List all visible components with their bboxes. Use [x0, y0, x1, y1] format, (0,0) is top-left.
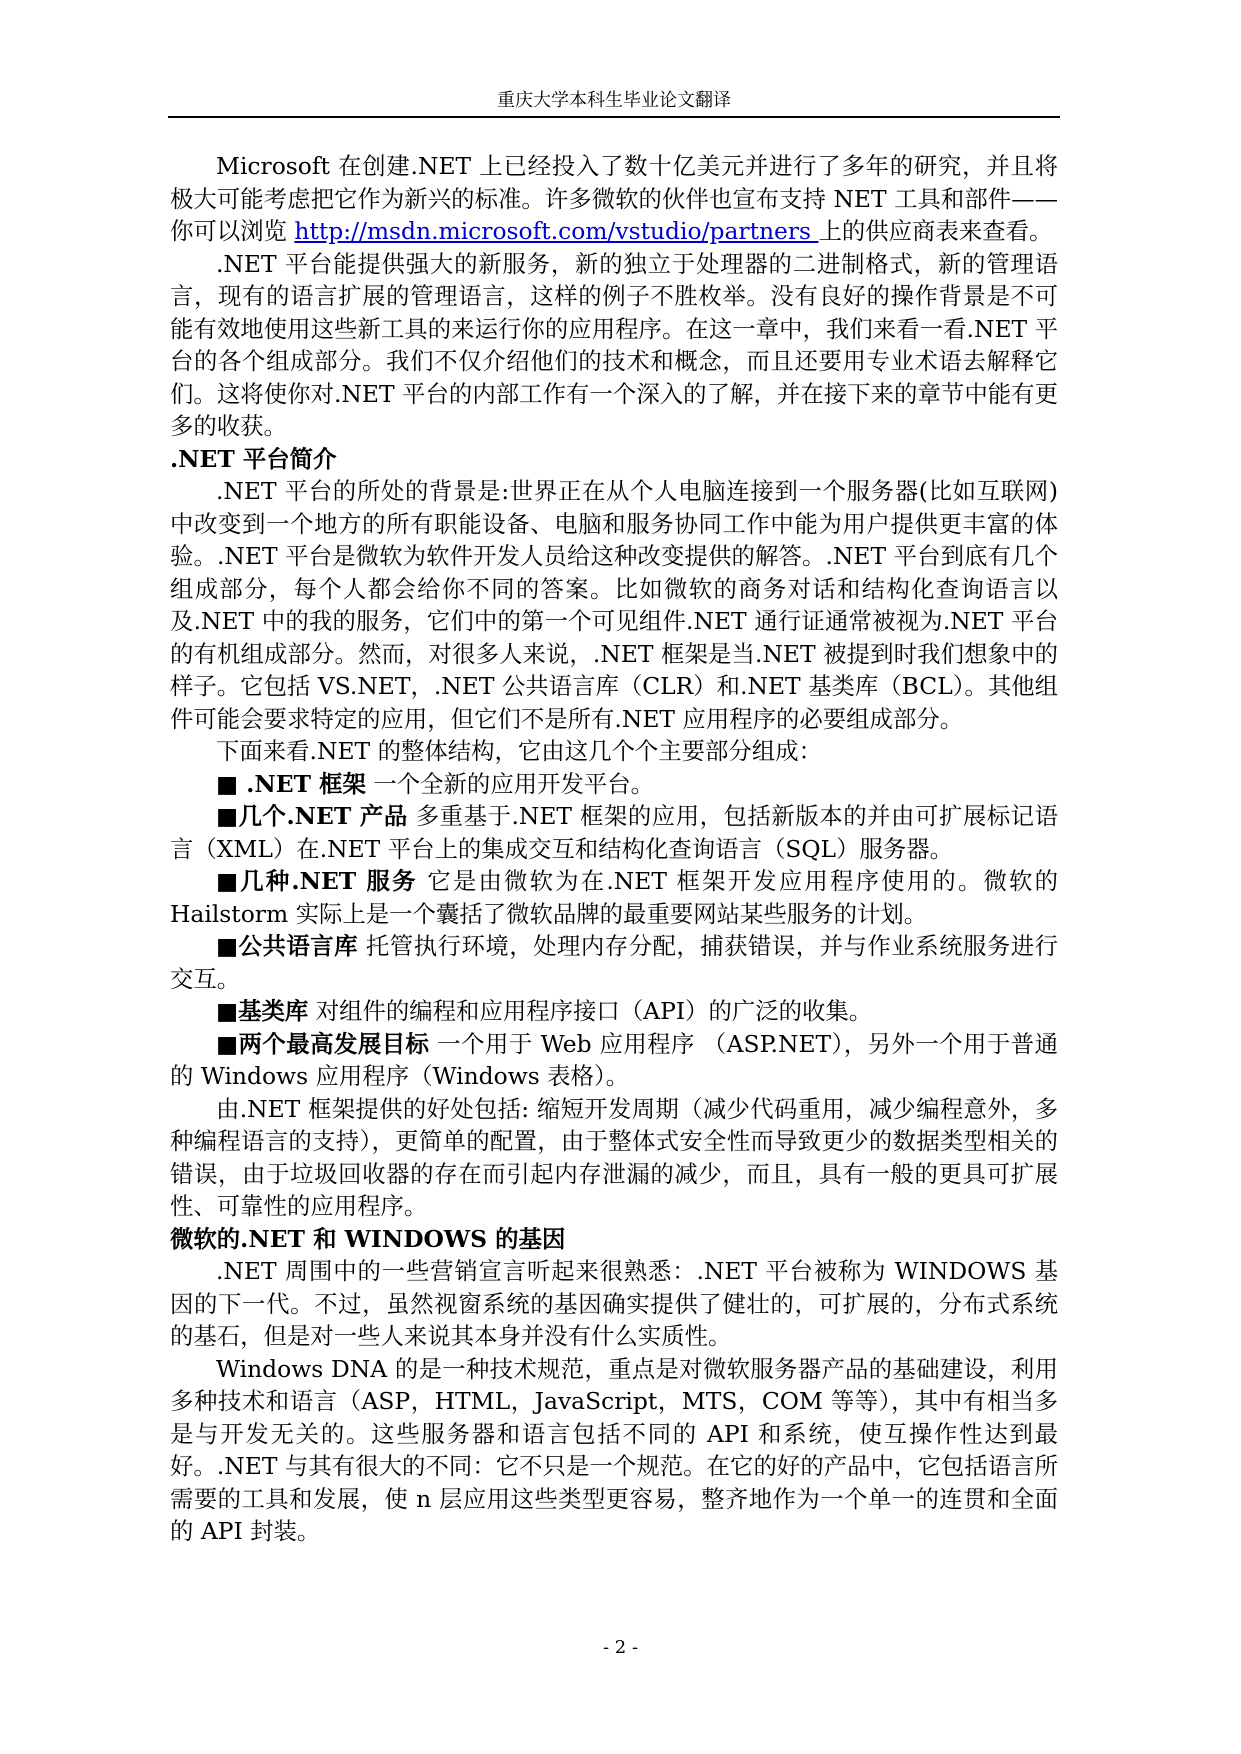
list-item-clr [170, 930, 1058, 995]
list-item-framework [170, 768, 1058, 801]
list-item-products [170, 800, 1058, 865]
paragraph-platform-overview: .NET 平台能提供强大的新服务，新的独立于处理器的二进制格式，新的管理语言，现有的语言扩展的管理语言，这样的例子不胜枚举。没有良好的操作背景是不可能有效地使用这些新工具的来运行你的应用程序。在这一章中，我们来看一看.NET 平台的各个组成部分。我们不仅介绍他们的技术和概念，而且还要用专业术语去解释它们。这将使你对.NET 平台的内部工作有一个深入的了解，并在接下来的章节中能有更多的收获。 [170, 249, 1058, 440]
list-item-bcl [170, 995, 1058, 1028]
paragraph-intro-text: Microsoft 在创建.NET 上已经投入了数十亿美元并进行了多年的研究，并且将极大可能考虑把它作为新兴的标准。许多微软的伙伴也宣布支持 NET 工具和部件——你可以浏览 [170, 152, 1058, 245]
page-number: - 2 - [602, 1637, 639, 1658]
page-header: 重庆大学本科生毕业论文翻译 [497, 90, 731, 111]
section-heading-windows-dna: 微软的.NET 和 WINDOWS 的基因 [170, 1224, 566, 1253]
list-item-targets [170, 1028, 1058, 1093]
list-item-targets-title: ■两个最高发展目标 [216, 1029, 430, 1058]
list-item-framework-desc: 一个全新的应用开发平台。 [365, 769, 655, 798]
paragraph-marketing: .NET 周围中的一些营销宣言听起来很熟悉：.NET 平台被称为 WINDOWS 基因的下一代。不过，虽然视窗系统的基因确实提供了健壮的，可扩展的，分布式系统的基石，但是对一些人来说其本身并没有什么实质性。 [170, 1257, 1058, 1350]
paragraph-windows-dna: Windows DNA 的是一种技术规范，重点是对微软服务器产品的基础建设，利用多种技术和语言（ASP，HTML，JavaScript，MTS，COM 等等），其中有相当多是与开发无关的。这些服务器和语言包括不同的 API 和系统，使互操作性达到最好。.NET 与其有很大的不同：它不只是一个规范。在它的好的产品中，它包括语言所需要的工具和发展，使 n 层应用这些类型更容易，整齐地作为一个单一的连贯和全面的 API 封装。 [170, 1354, 1058, 1545]
paragraph-structure-intro: 下面来看.NET 的整体结构，它由这几个个主要部分组成： [216, 737, 822, 765]
header-divider [168, 116, 1060, 118]
list-item-bcl-title: ■基类库 [216, 997, 309, 1025]
paragraph-intro [170, 150, 1058, 248]
section-heading-net-intro: .NET 平台简介 [170, 444, 337, 473]
list-item-services-title: ■几种.NET 服务 [216, 867, 418, 895]
list-item-clr-desc: 托管执行环境，处理内存分配，捕获错误，并与作业系统服务进行交互。 [170, 932, 1058, 993]
paragraph-background: .NET 平台的所处的背景是:世界正在从个人电脑连接到一个服务器(比如互联网)中改变到一个地方的所有职能设备、电脑和服务协同工作中能为用户提供更丰富的体验。.NET 平台是微软为软件开发人员给这种改变提供的解答。.NET 平台到底有几个组成部分，每个人都会给你不同的答案。比如微软的商务对话和结构化查询语言以及.NET 中的我的服务，它们中的第一个可见组件.NET 通行证通常被视为.NET 平台的有机组成部分。然而，对很多人来说，.NET 框架是当.NET 被提到时我们想象中的样子。它包括 VS.NET，.NET 公共语言库（CLR）和.NET 基类库（BCL）。其他组件可能会要求特定的应用，但它们不是所有.NET 应用程序的必要组成部分。 [170, 477, 1058, 733]
list-item-bcl-desc: 对组件的编程和应用程序接口（API）的广泛的收集。 [308, 997, 873, 1025]
list-item-products-desc: 多重基于.NET 框架的应用，包括新版本的并由可扩展标记语言（XML）在.NET 平台上的集成交互和结构化查询语言（SQL）服务器。 [170, 802, 1058, 863]
list-item-services-desc: 它是由微软为在.NET 框架开发应用程序使用的。微软的 Hailstorm 实际上是一个囊括了微软品牌的最重要网站某些服务的计划。 [170, 867, 1058, 928]
list-item-services [170, 865, 1058, 930]
list-item-products-title: ■几个.NET 产品 [216, 802, 408, 830]
list-item-framework-title: ■ .NET 框架 [216, 769, 366, 798]
list-item-targets-desc: 一个用于 Web 应用程序 （ASP.NET），另外一个用于普通的 Windows 应用程序（Windows 表格）。 [170, 1029, 1058, 1090]
paragraph-intro-tail: 上的供应商表来查看。 [818, 217, 1053, 245]
paragraph-benefits: 由.NET 框架提供的好处包括: 缩短开发周期（减少代码重用，减少编程意外，多种编程语言的支持），更简单的配置，由于整体式安全性而导致更少的数据类型相关的错误，由于垃圾回收器的存在而引起内存泄漏的减少，而且，具有一般的更具可扩展性、可靠性的应用程序。 [170, 1094, 1058, 1220]
list-item-clr-title: ■公共语言库 [216, 932, 358, 960]
document-body [170, 150, 1058, 1548]
partners-link[interactable]: http://msdn.microsoft.com/vstudio/partners [294, 217, 819, 245]
